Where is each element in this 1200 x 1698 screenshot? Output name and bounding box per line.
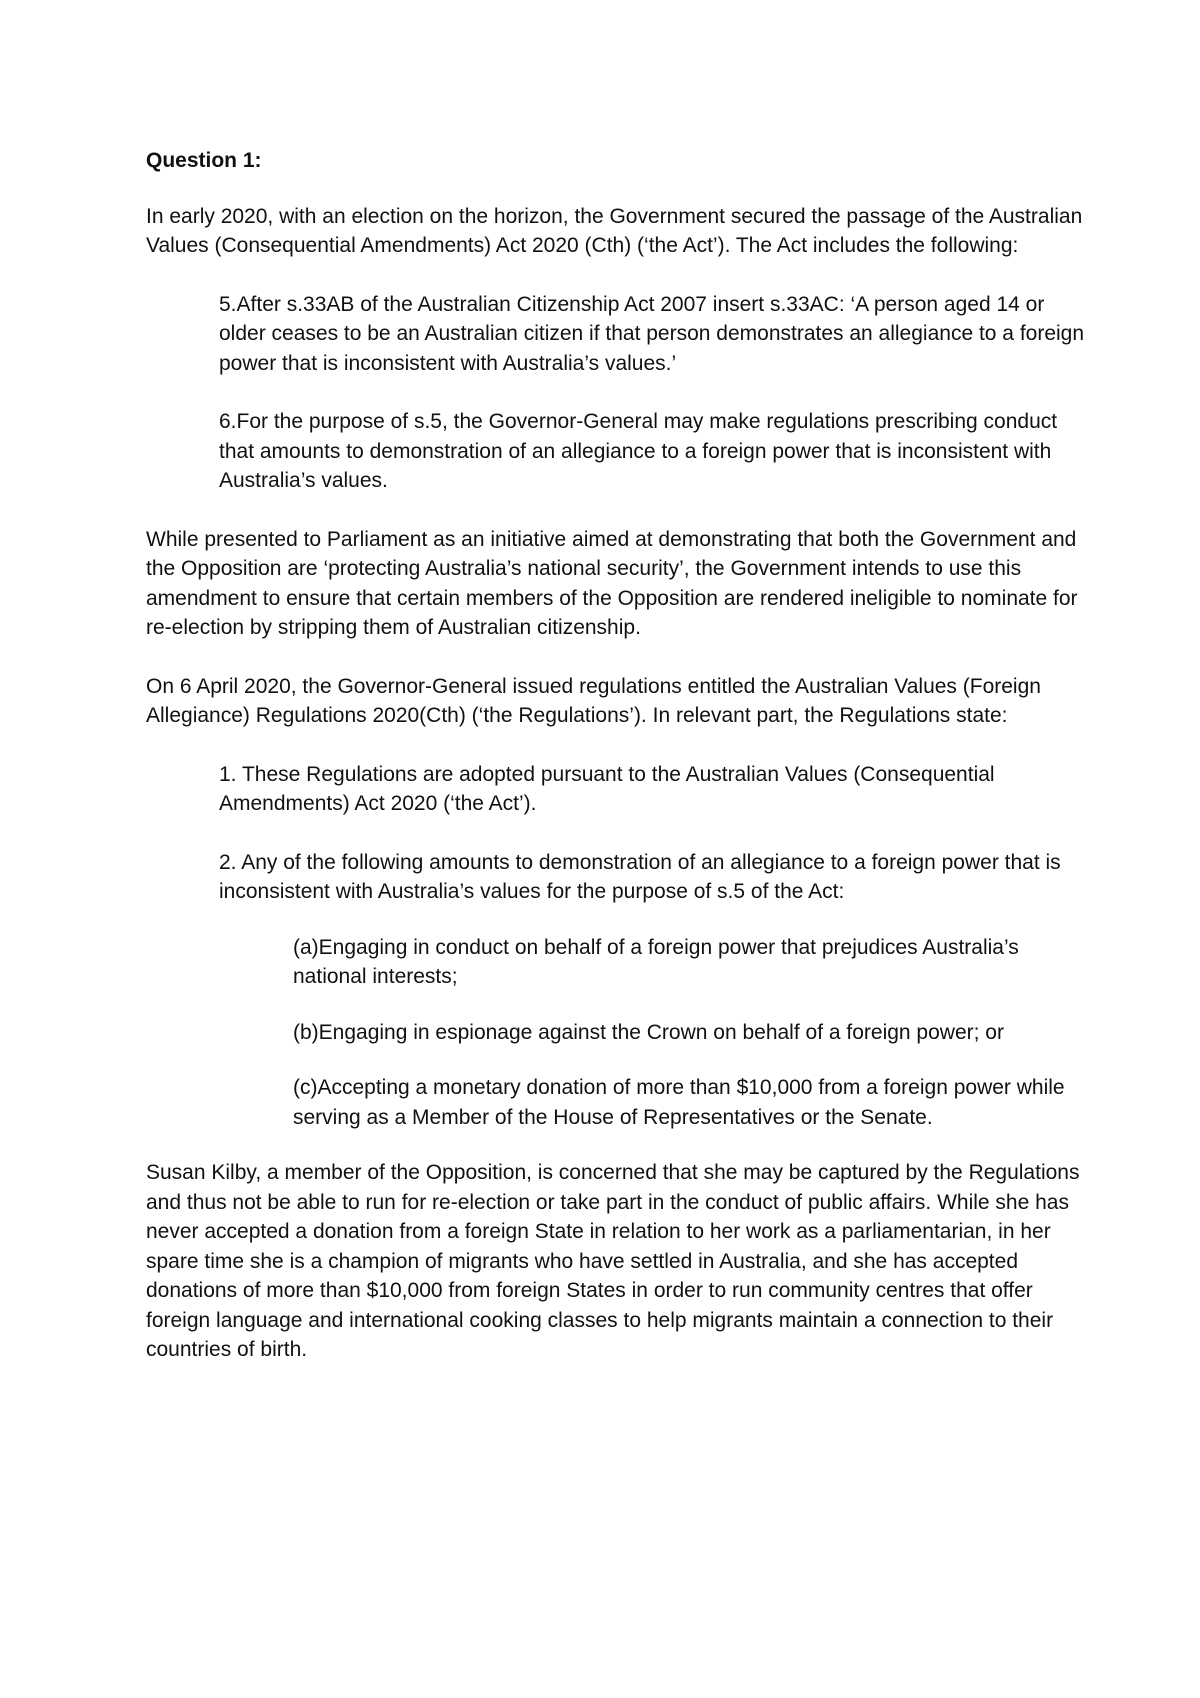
regulation-1: 1. These Regulations are adopted pursuant to the Australian Values (Consequential Amendments) Act 2020 (‘the Act’).: [219, 762, 995, 815]
government-intent-paragraph: While presented to Parliament as an initiative aimed at demonstrating that both the Government and the Opposition are ‘protecting Australia’s national security’, the Government intends to use this amendment to ensure that certain members of the Opposition are rendered ineligible to nominate for re-election by stripping them of Australian citizenship.: [146, 527, 1078, 639]
act-section-5: 5.After s.33AB of the Australian Citizenship Act 2007 insert s.33AC: ‘A person aged 14 or older ceases to be an Australian citizen if that person demonstrates an allegiance to a foreign power that is inconsistent with Australia’s values.’: [219, 292, 1085, 375]
regulation-2: 2. Any of the following amounts to demonstration of an allegiance to a foreign power that is inconsistent with Australia’s values for the purpose of s.5 of the Act:: [219, 850, 1061, 903]
act-section-6: 6.For the purpose of s.5, the Governor-General may make regulations prescribing conduct that amounts to demonstration of an allegiance to a foreign power that is inconsistent with Australia’s values.: [219, 410, 1058, 492]
question-heading: Question 1:: [146, 149, 262, 172]
regulation-2b: (b)Engaging in espionage against the Crown on behalf of a foreign power; or: [293, 1020, 1004, 1044]
regulation-2a: (a)Engaging in conduct on behalf of a foreign power that prejudices Australia’s national interests;: [293, 935, 1019, 988]
intro-paragraph: In early 2020, with an election on the horizon, the Government secured the passage of the Australian Values (Consequential Amendments) Act 2020 (Cth) (‘the Act’). The Act includes the following:: [146, 204, 1083, 257]
regulations-intro-paragraph: On 6 April 2020, the Governor-General issued regulations entitled the Australian Values (Foreign Allegiance) Regulations 2020(Cth) (‘the Regulations’). In relevant part, the Regulations state:: [146, 674, 1041, 727]
susan-kilby-paragraph: Susan Kilby, a member of the Opposition, is concerned that she may be captured by the Regulations and thus not be able to run for re-election or take part in the conduct of public affairs. While she has never accepted a donation from a foreign State in relation to her work as a parliamentarian, in her spare time she is a champion of migrants who have settled in Australia, and she has accepted donations of more than $10,000 from foreign States in order to run community centres that offer foreign language and international cooking classes to help migrants maintain a connection to their countries of birth.: [146, 1161, 1080, 1361]
regulation-2c: (c)Accepting a monetary donation of more than $10,000 from a foreign power while serving as a Member of the House of Representatives or the Senate.: [293, 1076, 1065, 1129]
document-page: [146, 146, 1086, 1394]
